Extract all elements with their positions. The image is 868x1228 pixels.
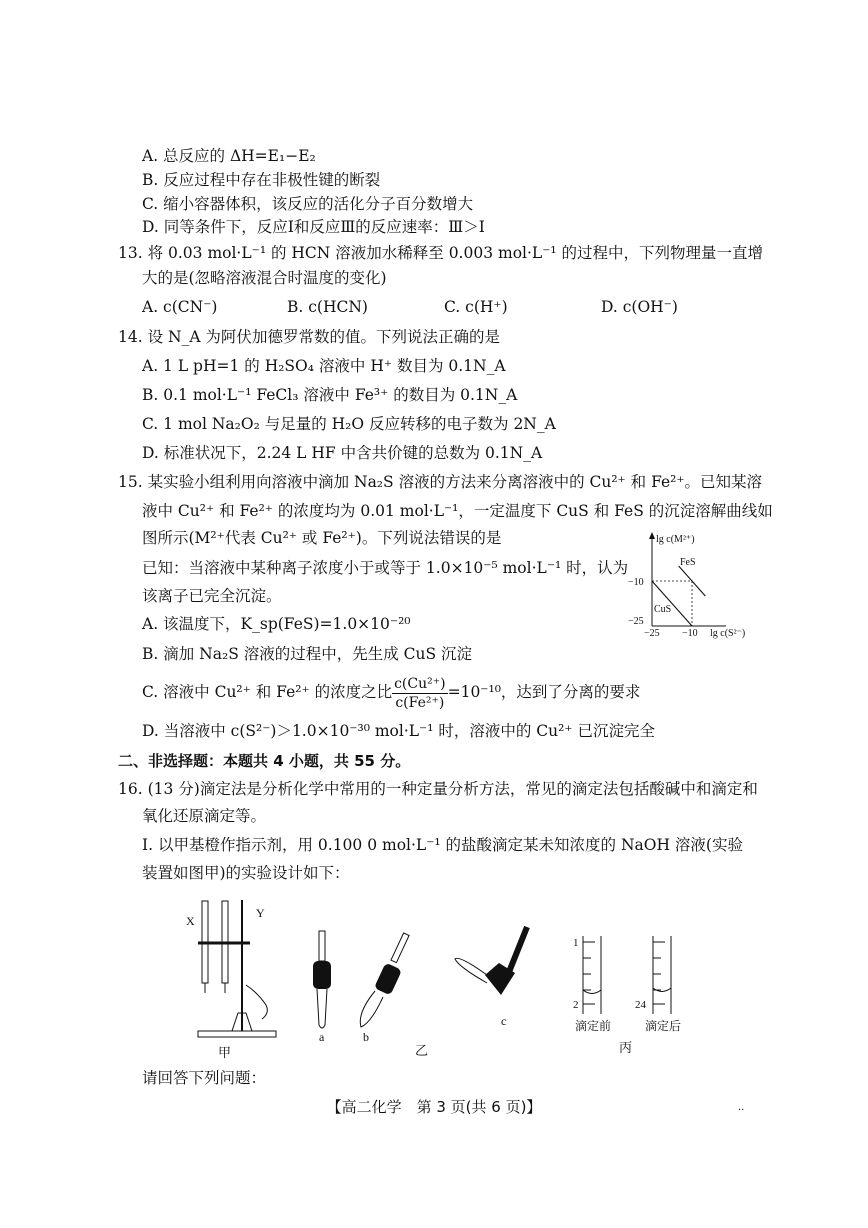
burette-c-tip <box>455 958 487 983</box>
caption-jia: 甲 <box>218 1045 232 1060</box>
q16-line4: 装置如图甲)的实验设计如下： <box>142 864 350 882</box>
label-before: 滴定前 <box>575 1019 612 1033</box>
burette-operation-figure <box>295 925 555 1060</box>
fraction-numerator: c(Cu²⁺) <box>394 675 446 692</box>
please-answer: 请回答下列问题： <box>142 1069 267 1087</box>
burette-b-rubber <box>374 963 402 996</box>
burette1-label-top: 1 <box>573 937 579 949</box>
q16-line2: 氧化还原滴定等。 <box>142 807 267 825</box>
caption-bing: 丙 <box>619 1040 633 1055</box>
burette1-label-bottom: 2 <box>573 999 579 1011</box>
q13-stem-line1: 13. 将 0.03 mol·L⁻¹ 的 HCN 溶液加水稀释至 0.003 mol·L⁻¹ 的过程中，下列物理量一直增 <box>118 244 764 262</box>
q15-option-c-post: =10⁻¹⁰，达到了分离的要求 <box>447 683 641 701</box>
q16-line3: Ⅰ. 以甲基橙作指示剂，用 0.100 0 mol·L⁻¹ 的盐酸滴定某未知浓度的 NaOH 溶液(实验 <box>142 836 743 854</box>
cus-label: CuS <box>654 604 672 615</box>
titration-apparatus-figure <box>180 895 290 1060</box>
burette-a-rubber <box>313 961 331 989</box>
solubility-curve-graph <box>622 530 762 642</box>
stand-base <box>198 1031 276 1037</box>
burette2-label-bottom: 24 <box>635 999 646 1011</box>
q15-line4: 已知：当溶液中某种离子浓度小于或等于 1.0×10⁻⁵ mol·L⁻¹ 时，认为 <box>142 559 629 577</box>
q14-option-b: B. 0.1 mol·L⁻¹ FeCl₃ 溶液中 Fe³⁺ 的数目为 0.1N_A <box>142 386 518 404</box>
label-b: b <box>363 1030 369 1044</box>
q15-option-c-fraction <box>392 675 448 712</box>
q14-stem: 14. 设 N_A 为阿伏加德罗常数的值。下列说法正确的是 <box>118 328 500 346</box>
q15-line3: 图所示(M²⁺代表 Cu²⁺ 或 Fe²⁺)。下列说法错误的是 <box>142 529 502 547</box>
q12-option-b: B. 反应过程中存在非极性键的断裂 <box>142 171 381 189</box>
q13-option-d: D. c(OH⁻) <box>601 298 678 316</box>
fes-curve <box>679 566 706 596</box>
y-axis-label: lg c(M²⁺) <box>656 534 695 545</box>
q14-option-c: C. 1 mol Na₂O₂ 与足量的 H₂O 反应转移的电子数为 2N_A <box>142 415 556 433</box>
x-tick-minus10: −10 <box>682 628 698 639</box>
page-footer: 【高二化学 第 3 页(共 6 页)】 <box>326 1098 542 1116</box>
burette1-meniscus <box>583 990 601 994</box>
y-tick-minus25: −25 <box>628 616 644 627</box>
q14-option-d: D. 标准状况下，2.24 L HF 中含共价键的总数为 0.1N_A <box>142 444 543 462</box>
q12-option-d: D. 同等条件下，反应Ⅰ和反应Ⅲ的反应速率：Ⅲ＞Ⅰ <box>142 218 485 236</box>
q15-line2: 液中 Cu²⁺ 和 Fe²⁺ 的浓度均为 0.01 mol·L⁻¹，一定温度下 CuS 和 FeS 的沉淀溶解曲线如 <box>142 502 773 520</box>
q12-option-c: C. 缩小容器体积，该反应的活化分子百分数增大 <box>142 195 474 213</box>
q15-option-a: A. 该温度下，K_sp(FeS)=1.0×10⁻²⁰ <box>142 615 411 633</box>
q15-option-c <box>142 672 640 712</box>
corner-mark: ·· <box>738 1105 745 1116</box>
label-a: a <box>319 1030 325 1044</box>
q15-option-d: D. 当溶液中 c(S²⁻)＞1.0×10⁻³⁰ mol·L⁻¹ 时，溶液中的 Cu²⁺ 已沉淀完全 <box>142 722 655 740</box>
label-y: Y <box>256 906 265 920</box>
q13-option-b: B. c(HCN) <box>287 298 368 316</box>
q12-option-a: A. 总反应的 ΔH=E₁−E₂ <box>142 147 316 165</box>
burette-a-tip <box>317 989 327 1028</box>
q13-option-a: A. c(CN⁻) <box>142 298 218 316</box>
y-axis-arrow <box>649 532 655 539</box>
x-tick-minus25: −25 <box>644 628 660 639</box>
q15-option-b: B. 滴加 Na₂S 溶液的过程中，先生成 CuS 沉淀 <box>142 645 473 663</box>
label-c: c <box>501 1014 507 1028</box>
burette2-meniscus <box>653 988 671 992</box>
q15-line1: 15. 某实验小组利用向溶液中滴加 Na₂S 溶液的方法来分离溶液中的 Cu²⁺ 和 Fe²⁺。已知某溶 <box>118 473 763 491</box>
y-tick-minus10: −10 <box>628 577 644 588</box>
fes-label: FeS <box>680 557 696 568</box>
q16-line1: 16. (13 分)滴定法是分析化学中常用的一种定量分析方法，常见的滴定法包括酸碱中和滴定和 <box>118 780 758 798</box>
burette-a-tube <box>319 931 325 961</box>
fraction-denominator: c(Fe²⁺) <box>395 694 445 711</box>
burette-reading-figure <box>565 930 705 1060</box>
q15-line5: 该离子已完全沉淀。 <box>142 587 282 605</box>
section-heading: 二、非选择题：本题共 4 小题，共 55 分。 <box>118 752 411 770</box>
burette-b-tip <box>360 991 383 1027</box>
x-axis-label: lg c(S²⁻) <box>710 628 746 639</box>
hand-icon <box>246 985 267 1019</box>
burette-c-tube <box>507 927 527 977</box>
label-after: 滴定后 <box>645 1019 682 1033</box>
q15-option-c-pre: C. 溶液中 Cu²⁺ 和 Fe²⁺ 的浓度之比 <box>142 683 393 701</box>
q13-option-c: C. c(H⁺) <box>444 298 508 316</box>
q13-stem-line2: 大的是(忽略溶液混合时温度的变化) <box>142 269 387 287</box>
label-x: X <box>186 914 195 928</box>
q14-option-a: A. 1 L pH=1 的 H₂SO₄ 溶液中 H⁺ 数目为 0.1N_A <box>142 357 506 375</box>
burette-b-tube <box>391 933 409 963</box>
caption-yi: 乙 <box>415 1043 429 1058</box>
